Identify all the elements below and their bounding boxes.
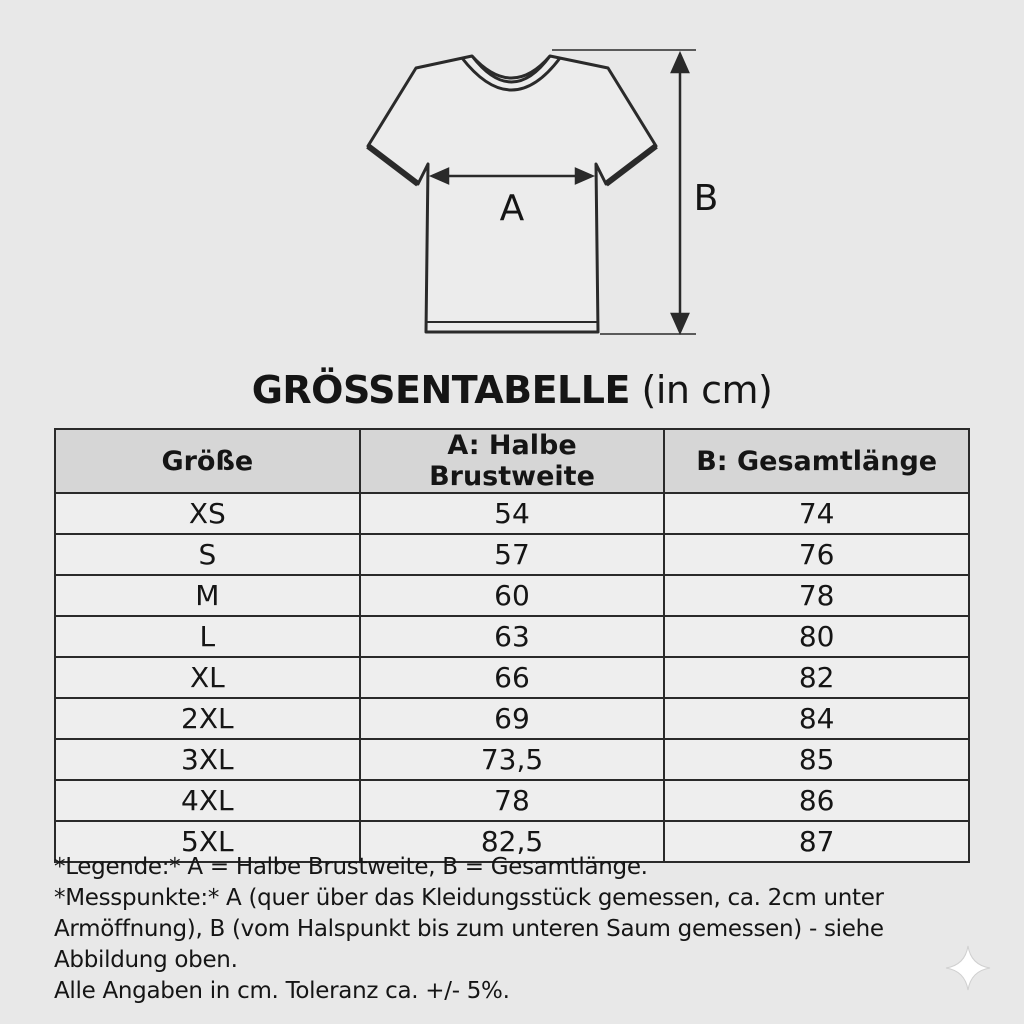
cell-total-length: 74 — [664, 493, 969, 534]
cell-chest-width: 60 — [360, 575, 665, 616]
header-total-length: B: Gesamtlänge — [664, 429, 969, 493]
cell-total-length: 78 — [664, 575, 969, 616]
table-title-main: GRÖSSENTABELLE — [251, 368, 630, 412]
table-row — [55, 698, 969, 739]
cell-chest-width: 57 — [360, 534, 665, 575]
header-size: Größe — [55, 429, 360, 493]
cell-total-length: 84 — [664, 698, 969, 739]
cell-total-length: 87 — [664, 821, 969, 862]
table-row — [55, 739, 969, 780]
sparkle-icon — [944, 944, 992, 992]
cell-chest-width: 66 — [360, 657, 665, 698]
cell-chest-width: 54 — [360, 493, 665, 534]
cell-chest-width: 63 — [360, 616, 665, 657]
notes-section — [54, 852, 954, 1007]
cell-total-length: 85 — [664, 739, 969, 780]
measure-b-label: B — [693, 178, 719, 219]
table-title-unit: (in cm) — [629, 368, 773, 412]
table-row — [55, 780, 969, 821]
cell-size: 4XL — [55, 780, 360, 821]
tolerance-note: Alle Angaben in cm. Toleranz ca. +/- 5%. — [54, 978, 510, 1004]
cell-size: XS — [55, 493, 360, 534]
cell-size: S — [55, 534, 360, 575]
cell-chest-width: 69 — [360, 698, 665, 739]
table-row — [55, 575, 969, 616]
legend-note: *Legende:* A = Halbe Brustweite, B = Gesamtlänge. — [54, 854, 648, 880]
header-chest-width: A: Halbe Brustweite — [360, 429, 665, 493]
cell-size: 2XL — [55, 698, 360, 739]
table-row — [55, 616, 969, 657]
cell-chest-width: 73,5 — [360, 739, 665, 780]
measure-a-label: A — [499, 188, 525, 229]
table-row — [55, 657, 969, 698]
cell-size: M — [55, 575, 360, 616]
cell-total-length: 76 — [664, 534, 969, 575]
table-header-row — [55, 429, 969, 493]
tshirt-diagram — [0, 0, 1024, 360]
cell-size: 3XL — [55, 739, 360, 780]
table-row — [55, 493, 969, 534]
cell-chest-width: 78 — [360, 780, 665, 821]
cell-total-length: 80 — [664, 616, 969, 657]
table-row — [55, 534, 969, 575]
cell-chest-width: 82,5 — [360, 821, 665, 862]
table-title — [0, 368, 1024, 412]
cell-total-length: 82 — [664, 657, 969, 698]
cell-size: XL — [55, 657, 360, 698]
cell-size: L — [55, 616, 360, 657]
cell-size: 5XL — [55, 821, 360, 862]
size-table — [54, 428, 970, 863]
measurement-note: *Messpunkte:* A (quer über das Kleidungsstück gemessen, ca. 2cm unter Armöffnung), B (vom Halspunkt bis zum unteren Saum gemessen) - siehe Abbildung oben. — [54, 885, 884, 973]
cell-total-length: 86 — [664, 780, 969, 821]
